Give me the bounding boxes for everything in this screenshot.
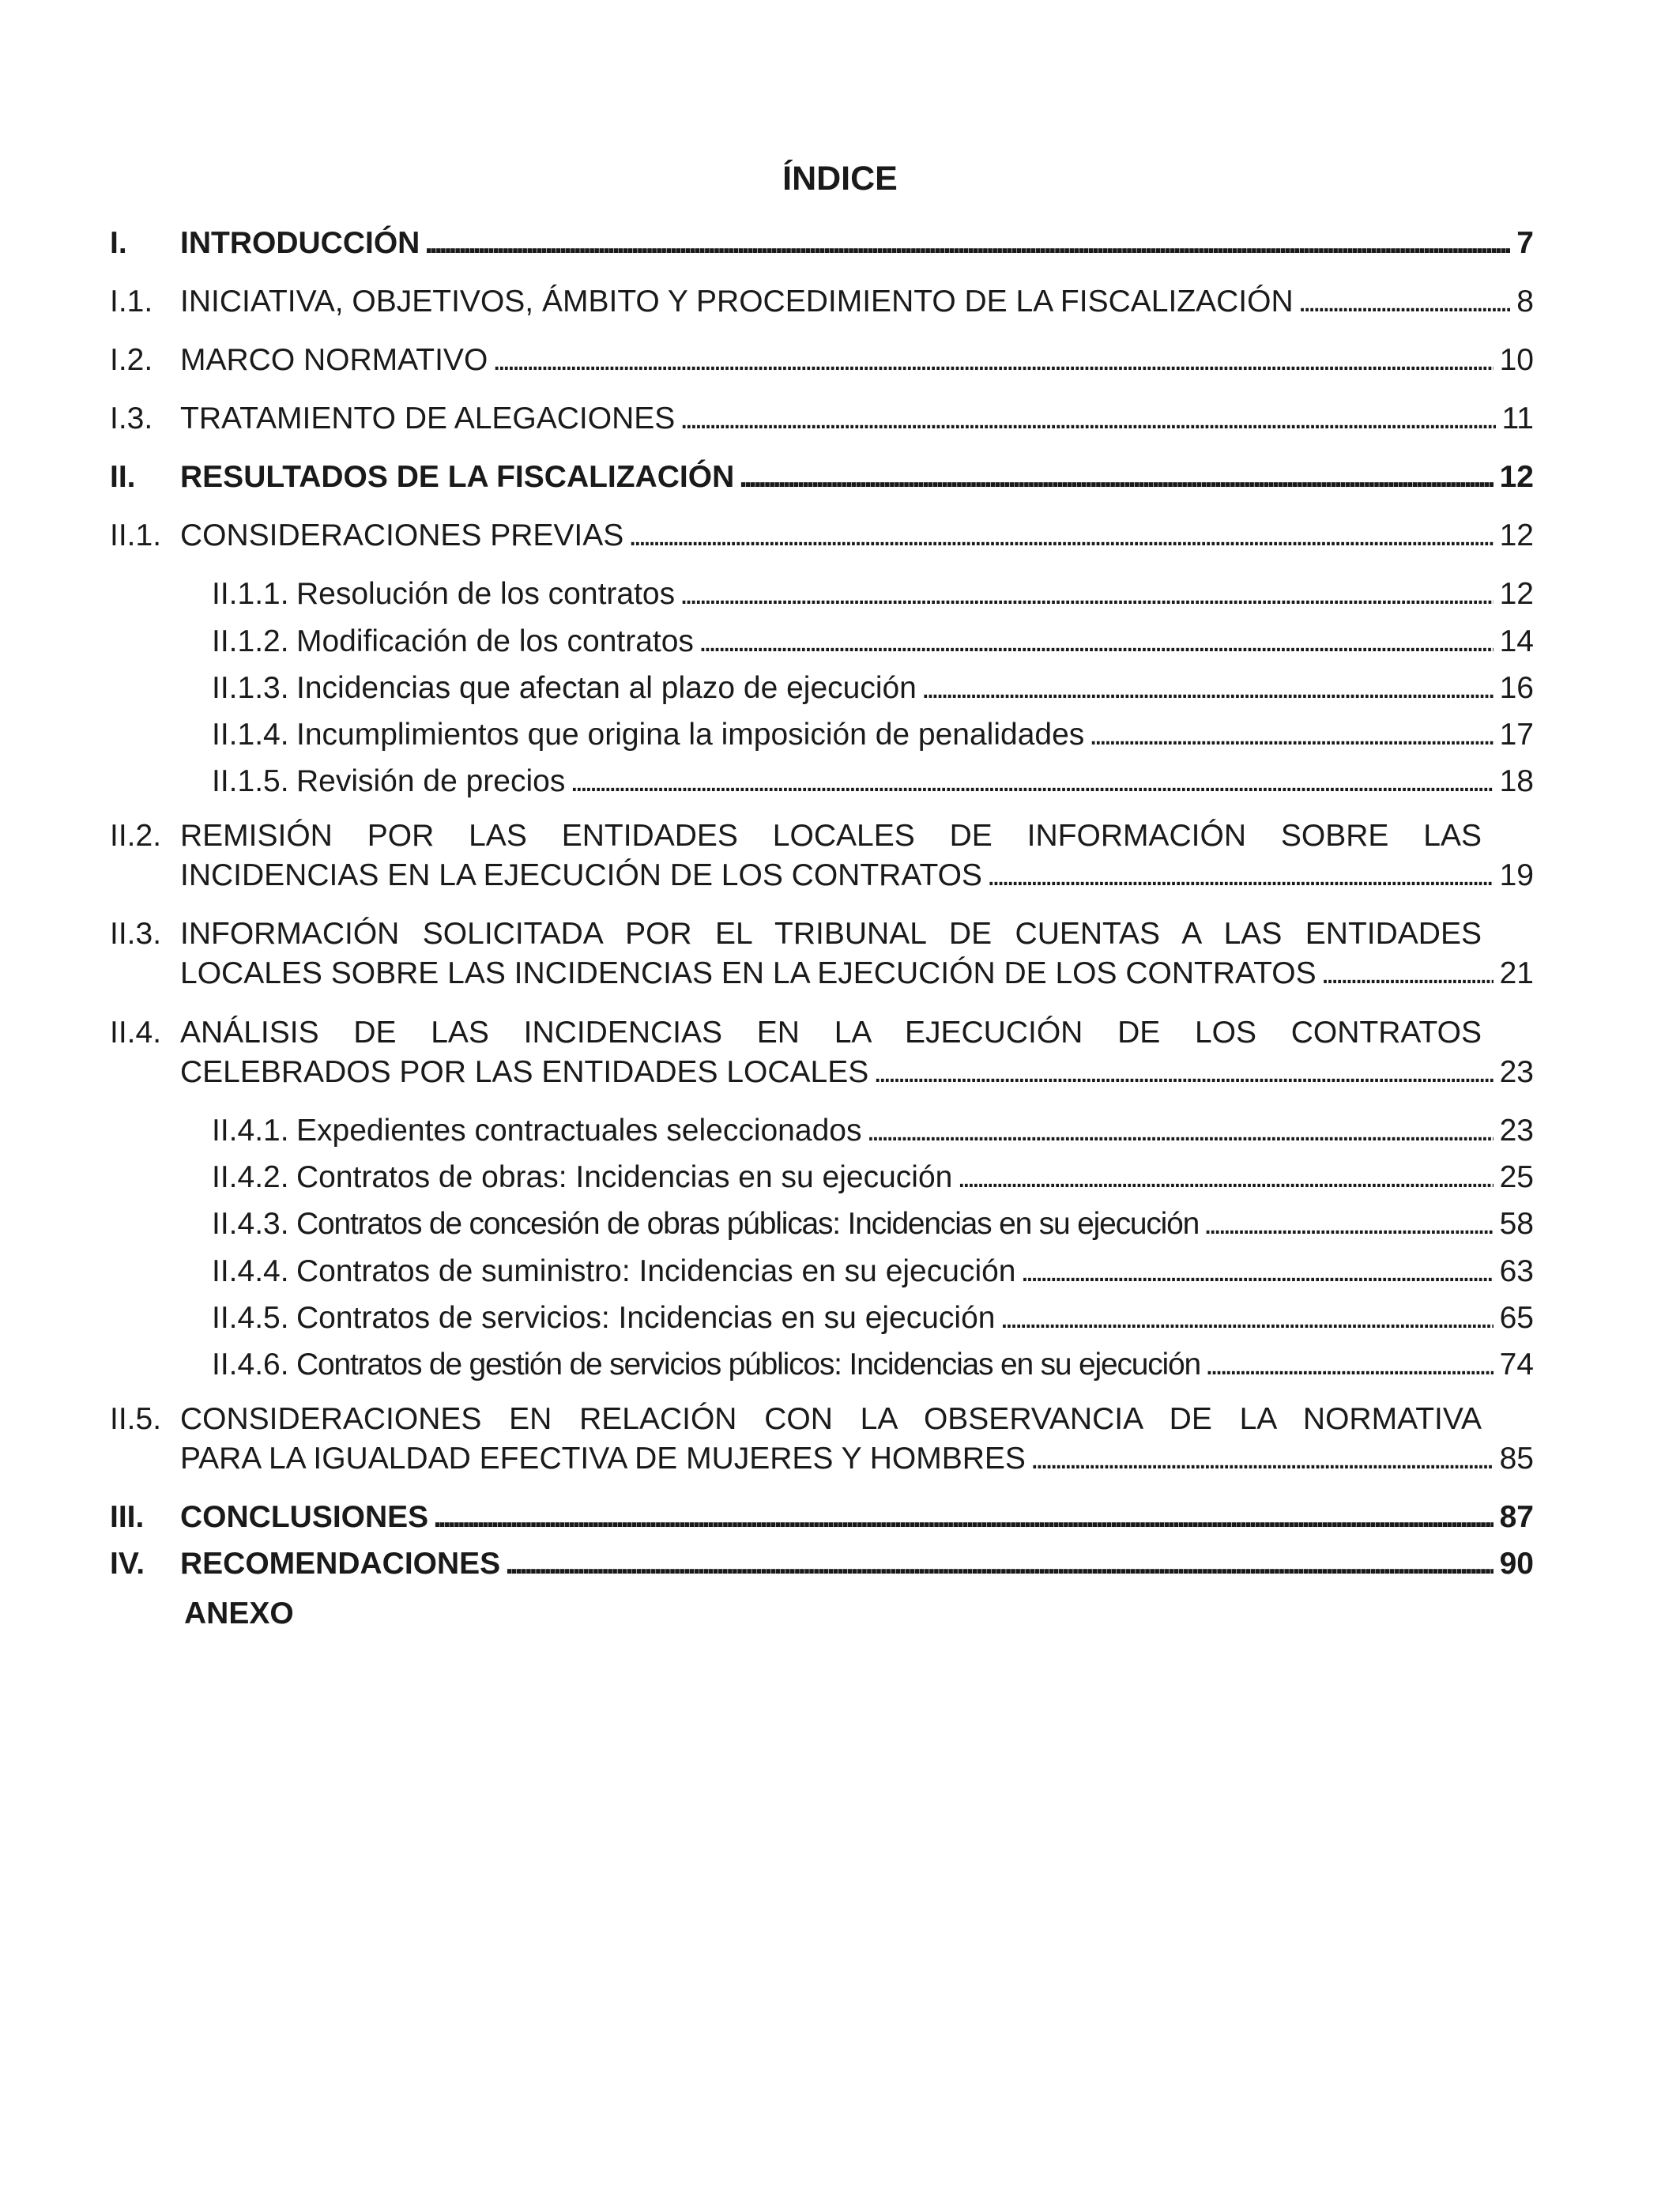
entry-title: Contratos de obras: Incidencias en su ejecución [296,1160,953,1194]
index-title: ÍNDICE [782,160,898,198]
entry-title: Expedientes contractuales seleccionados [296,1114,862,1148]
entry-title: CONSIDERACIONES PREVIAS [180,518,624,552]
entry-page: 12 [1499,518,1534,552]
entry-title: RESULTADOS DE LA FISCALIZACIÓN [180,460,735,494]
toc-subentry [212,716,1534,754]
annex-label: ANEXO [184,1596,294,1630]
entry-number: IV. [110,1547,145,1581]
entry-page: 14 [1499,624,1534,658]
entry-page: 23 [1499,1055,1534,1089]
entry-number: II.4. [110,1016,162,1050]
dot-leader [987,857,1494,895]
toc-subentry [212,1299,1534,1337]
entry-page: 16 [1499,671,1534,705]
entry-title-line1: REMISIÓN POR LAS ENTIDADES LOCALES DE INFORMACIÓN SOBRE LAS [180,819,1482,853]
dot-leader [433,1498,1493,1536]
dot-leader [570,763,1493,801]
entry-page: 25 [1499,1160,1534,1194]
entry-title: Contratos de servicios: Incidencias en su ejecución [296,1301,996,1335]
entry-page: 87 [1499,1500,1534,1534]
entry-page: 85 [1499,1442,1534,1476]
toc-subentry [212,623,1534,661]
entry-title: Contratos de concesión de obras públicas: Incidencias en su ejecución [296,1207,1200,1241]
toc-subentry [212,1205,1534,1243]
toc-entry [110,517,1534,555]
toc-subentry [212,669,1534,707]
entry-number: II. [110,460,136,494]
toc-entry [110,1498,1534,1536]
entry-number: I.2. [110,343,153,377]
entry-number: II.1. [110,518,162,552]
toc-entry [110,1400,1534,1438]
entry-title-line2: PARA LA IGUALDAD EFECTIVA DE MUJERES Y HOMBRES [180,1442,1026,1476]
toc-subentry [212,763,1534,801]
entry-title-line1: ANÁLISIS DE LAS INCIDENCIAS EN LA EJECUCIÓN DE LOS CONTRATOS [180,1016,1482,1050]
dot-leader [1089,716,1493,754]
entry-title-line1: CONSIDERACIONES EN RELACIÓN CON LA OBSERVANCIA DE LA NORMATIVA [180,1402,1482,1436]
entry-page: 58 [1499,1207,1534,1241]
toc-entry [110,817,1534,855]
entry-page: 65 [1499,1301,1534,1335]
dot-leader [873,1054,1493,1091]
toc-entry [110,400,1534,438]
entry-title-line2: LOCALES SOBRE LAS INCIDENCIAS EN LA EJECUCIÓN DE LOS CONTRATOS [180,956,1317,990]
entry-number: II.5. [110,1402,162,1436]
entry-number: II.1.5. [212,764,289,798]
entry-number: II.2. [110,819,162,853]
dot-leader [1000,1299,1493,1337]
entry-title: CONCLUSIONES [180,1500,429,1534]
entry-title: RECOMENDACIONES [180,1547,501,1581]
entry-number: I.3. [110,401,153,435]
dot-leader [680,400,1495,438]
entry-title: INTRODUCCIÓN [180,226,420,260]
toc-entry [110,1014,1534,1052]
toc-subentry [212,1253,1534,1291]
toc-entry [110,341,1534,379]
entry-number: II.1.3. [212,671,289,705]
entry-title: Incidencias que afectan al plazo de ejecución [296,671,917,705]
entry-number: I. [110,226,127,260]
entry-title: Contratos de gestión de servicios públicos: Incidencias en su ejecución [296,1348,1201,1382]
entry-page: 17 [1499,718,1534,752]
dot-leader [1205,1346,1494,1384]
dot-leader [424,224,1510,262]
entry-title: Modificación de los contratos [296,624,694,658]
entry-page: 11 [1501,401,1534,435]
entry-page: 8 [1516,285,1534,319]
entry-number: II.4.2. [212,1160,289,1194]
toc-entry-continuation [180,1440,1534,1478]
entry-title: Revisión de precios [296,764,566,798]
entry-title: MARCO NORMATIVO [180,343,488,377]
toc-entry-continuation [180,857,1534,895]
entry-title: INICIATIVA, OBJETIVOS, ÁMBITO Y PROCEDIMIENTO DE LA FISCALIZACIÓN [180,285,1294,319]
entry-title: Incumplimientos que origina la imposición de penalidades [296,718,1085,752]
entry-number: III. [110,1500,145,1534]
dot-leader [1321,955,1494,993]
entry-page: 12 [1499,460,1534,494]
entry-page: 23 [1499,1114,1534,1148]
toc-entry [110,283,1534,321]
entry-title-line2: CELEBRADOS POR LAS ENTIDADES LOCALES [180,1055,869,1089]
toc-subentry [212,575,1534,613]
entry-page: 63 [1499,1254,1534,1288]
entry-number: II.4.1. [212,1114,289,1148]
entry-page: 12 [1499,577,1534,611]
entry-number: II.1.4. [212,718,289,752]
dot-leader [1030,1440,1494,1478]
dot-leader [699,623,1494,661]
entry-number: II.4.6. [212,1348,289,1382]
entry-page: 74 [1499,1348,1534,1382]
toc-subentry [212,1159,1534,1197]
entry-number: II.4.5. [212,1301,289,1335]
entry-number: II.1.1. [212,577,289,611]
entry-title-line2: INCIDENCIAS EN LA EJECUCIÓN DE LOS CONTRATOS [180,858,982,892]
dot-leader [628,517,1493,555]
entry-title-line1: INFORMACIÓN SOLICITADA POR EL TRIBUNAL DE CUENTAS A LAS ENTIDADES [180,917,1482,951]
entry-title: Contratos de suministro: Incidencias en su ejecución [296,1254,1016,1288]
entry-page: 18 [1499,764,1534,798]
entry-page: 19 [1499,858,1534,892]
dot-leader [1020,1253,1493,1291]
entry-title: TRATAMIENTO DE ALEGACIONES [180,401,676,435]
entry-title: Resolución de los contratos [296,577,676,611]
entry-number: II.1.2. [212,624,289,658]
toc-entry [110,915,1534,953]
entry-page: 90 [1499,1547,1534,1581]
toc-entry [110,224,1534,262]
dot-leader [680,575,1494,613]
dot-leader [492,341,1493,379]
dot-leader [739,458,1493,496]
entry-number: II.4.3. [212,1207,289,1241]
dot-leader [505,1545,1493,1583]
entry-page: 10 [1499,343,1534,377]
entry-number: I.1. [110,285,153,319]
entry-page: 7 [1516,226,1534,260]
dot-leader [866,1112,1493,1150]
entry-number: II.4.4. [212,1254,289,1288]
toc-entry [110,1545,1534,1583]
entry-number: II.3. [110,917,162,951]
dot-leader [1203,1205,1493,1243]
dot-leader [1298,283,1511,321]
toc-entry-continuation [180,1054,1534,1091]
dot-leader [921,669,1494,707]
toc-subentry [212,1346,1534,1384]
toc-entry [110,458,1534,496]
dot-leader [957,1159,1493,1197]
toc-subentry [212,1112,1534,1150]
entry-page: 21 [1499,956,1534,990]
toc-entry-continuation [180,955,1534,993]
